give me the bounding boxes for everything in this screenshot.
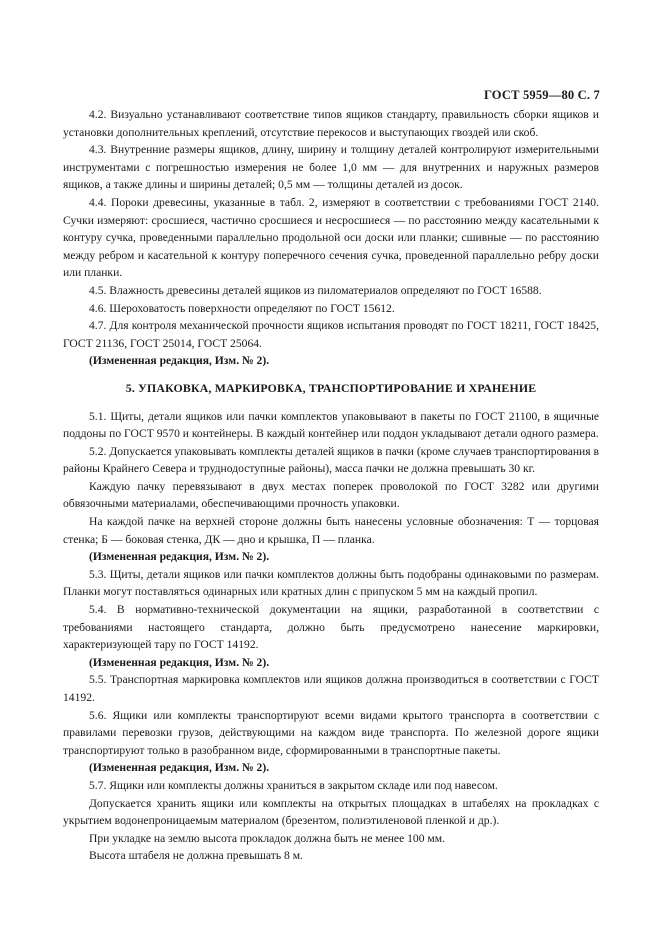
paragraph: При укладке на землю высота прокладок должна быть не менее 100 мм. <box>89 831 445 845</box>
paragraph: 4.7. Для контроля механической прочности ящиков испытания проводят по ГОСТ 18211, ГОСТ 18425, ГОСТ 21136, ГОСТ 25014, ГОСТ 25064. <box>63 319 599 350</box>
paragraph: 5.6. Ящики или комплекты транспортируют всеми видами крытого транспорта в соответствии с правилами перевозки грузов, действующими на каждом виде транспорта. По железной дороге ящики транспортируют только в разобранном виде, сформированными в транспортные пакеты. <box>63 708 599 757</box>
paragraph: 5.2. Допускается упаковывать комплекты деталей ящиков в пачки (кроме случаев транспортирования в районы Крайнего Севера и труднодоступные районы), масса пачки не должна превышать 30 кг. <box>63 444 599 476</box>
paragraph: 5.3. Щиты, детали ящиков или пачки комплектов должны быть подобраны одинаковыми по размерам. Планки могут поставляться одинарных или кратных длин с припуском 5 мм на каждый пропил. <box>63 567 599 599</box>
document-body <box>63 106 599 865</box>
paragraph: 4.2. Визуально устанавливают соответствие типов ящиков стандарту, правильность сборки ящиков и установки дополнительных креплений, отсутствие перекосов и выступающих гвоздей или скоб. <box>63 108 599 139</box>
paragraph: Высота штабеля не должна превышать 8 м. <box>89 849 303 863</box>
paragraph: На каждой пачке на верхней стороне должны быть нанесены условные обозначения: Т — торцовая стенка; Б — боковая стенка, ДК — дно и крышка, П — планка. <box>63 515 599 546</box>
page-header: ГОСТ 5959—80 С. 7 <box>483 88 600 102</box>
amendment-note: (Измененная редакция, Изм. № 2). <box>89 550 270 564</box>
paragraph: 5.5. Транспортная маркировка комплектов или ящиков должна производиться в соответствии с ГОСТ 14192. <box>63 673 599 704</box>
paragraph: 5.1. Щиты, детали ящиков или пачки комплектов упаковывают в пакеты по ГОСТ 21100, в ящичные поддоны по ГОСТ 9570 и контейнеры. В каждый контейнер или поддон укладывают детали одного размера. <box>63 409 599 441</box>
amendment-note: (Измененная редакция, Изм. № 2). <box>89 655 270 669</box>
amendment-note: (Измененная редакция, Изм. № 2). <box>89 354 270 368</box>
amendment-note: (Измененная редакция, Изм. № 2). <box>89 761 270 775</box>
paragraph: Допускается хранить ящики или комплекты на открытых площадках в штабелях на прокладках с укрытием водонепроницаемым материалом (брезентом, полиэтиленовой пленкой и др.). <box>63 796 599 828</box>
paragraph: 4.3. Внутренние размеры ящиков, длину, ширину и толщину деталей контролируют измерительными инструментами с погрешностью измерения не более 1,0 мм — для внутренних и наружных размеров ящиков, а также длины и ширины деталей; 0,5 мм — толщины деталей из досок. <box>63 143 599 192</box>
paragraph: 4.5. Влажность древесины деталей ящиков из пиломатериалов определяют по ГОСТ 16588. <box>89 283 542 297</box>
paragraph: 5.7. Ящики или комплекты должны храниться в закрытом складе или под навесом. <box>89 778 498 792</box>
section-heading: 5. УПАКОВКА, МАРКИРОВКА, ТРАНСПОРТИРОВАНИЕ И ХРАНЕНИЕ <box>125 380 537 395</box>
paragraph: 4.6. Шероховатость поверхности определяют по ГОСТ 15612. <box>89 301 395 315</box>
paragraph: Каждую пачку перевязывают в двух местах поперек проволокой по ГОСТ 3282 или другими обвязочными материалами, обеспечивающими прочность упаковки. <box>63 479 599 511</box>
paragraph: 4.4. Пороки древесины, указанные в табл. 2, измеряют в соответствии с требованиями ГОСТ 2140. Сучки измеряют: сросшиеся, частично сросшиеся и несросшиеся — по расстоянию между касательными к контуру сучка, проведенными параллельно продольной оси доски или планки; сшивные — по расстоянию между ребром и касательной к контуру поперечного сечения сучка, проведенной параллельно ребру доски или планки. <box>63 195 599 280</box>
paragraph: 5.4. В нормативно-технической документации на ящики, разработанной в соответствии с требованиями настоящего стандарта, должно быть предусмотрено нанесение маркировки, характеризующей тару по ГОСТ 14192. <box>63 603 599 652</box>
